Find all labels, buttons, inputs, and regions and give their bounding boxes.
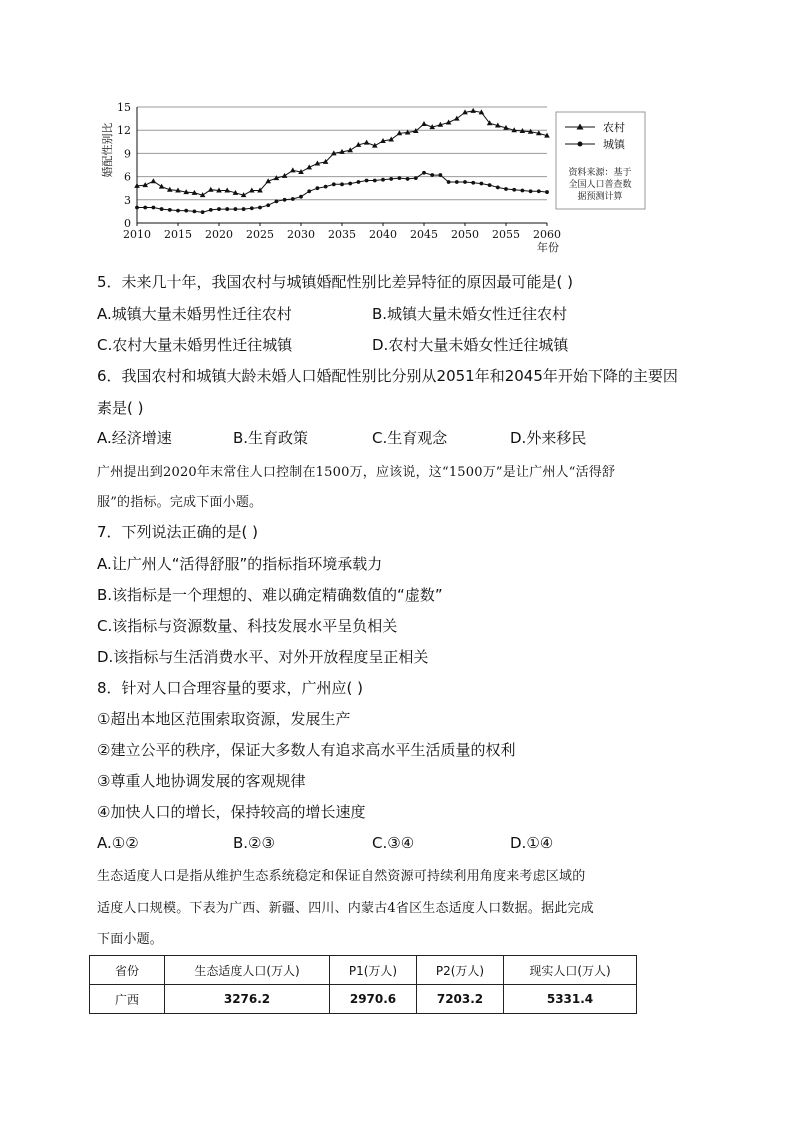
q5-option-b[interactable]: B.城镇大量未婚女性迁往农村 xyxy=(372,305,568,323)
data-point-urban xyxy=(373,179,377,183)
data-point-rural xyxy=(290,167,296,172)
table-header-cell: 现实人口(万人) xyxy=(504,956,637,985)
q8-option-b[interactable]: B.②③ xyxy=(233,834,275,852)
q7-option-a[interactable]: A.让广州人“活得舒服”的指标指环境承载力 xyxy=(97,555,383,573)
data-point-urban xyxy=(201,210,205,214)
data-point-urban xyxy=(332,182,336,186)
data-point-rural xyxy=(388,136,394,141)
data-point-rural xyxy=(159,184,165,189)
table-row xyxy=(90,985,637,1014)
x-tick-label: 2045 xyxy=(410,228,438,241)
q8-item-3: ③尊重人地协调发展的客观规律 xyxy=(97,772,306,790)
table-header-cell: P1(万人) xyxy=(330,956,417,985)
table-cell: 广西 xyxy=(90,985,165,1014)
data-point-urban xyxy=(463,180,467,184)
q5-option-c[interactable]: C.农村大量未婚男性迁往城镇 xyxy=(97,336,293,354)
data-point-urban xyxy=(529,189,533,193)
data-point-urban xyxy=(324,185,328,189)
data-point-urban xyxy=(340,182,344,186)
data-point-urban xyxy=(250,206,254,210)
data-point-rural xyxy=(282,173,288,178)
x-tick-label: 2055 xyxy=(492,228,520,241)
q5-stem: 5．未来几十年，我国农村与城镇婚配性别比差异特征的原因最可能是( ) xyxy=(97,273,574,291)
chart-gridlines xyxy=(137,107,547,223)
data-point-urban xyxy=(258,206,262,210)
data-point-urban xyxy=(455,180,459,184)
source-note-line-3: 据预测计算 xyxy=(577,192,623,202)
data-point-rural xyxy=(208,187,214,192)
y-tick-label: 9 xyxy=(124,147,131,161)
legend-circle-marker xyxy=(578,142,583,147)
q7-stem: 7．下列说法正确的是( ) xyxy=(97,523,259,541)
data-point-rural xyxy=(151,178,157,183)
source-note-line-2: 全国人口普查数 xyxy=(568,180,632,190)
q7-option-b[interactable]: B.该指标是一个理想的、难以确定精确数值的“虚数” xyxy=(97,586,443,604)
x-tick-label: 2015 xyxy=(164,228,192,241)
y-tick-label: 3 xyxy=(124,193,131,207)
table-header-cell: P2(万人) xyxy=(417,956,504,985)
q6-option-c[interactable]: C.生育观念 xyxy=(372,429,448,447)
data-point-urban xyxy=(307,189,311,193)
y-tick-label: 6 xyxy=(124,170,131,184)
data-point-urban xyxy=(242,207,246,211)
q8-item-4: ④加快人口的增长，保持较高的增长速度 xyxy=(97,803,366,821)
data-point-rural xyxy=(470,108,476,113)
data-point-urban xyxy=(480,182,484,186)
data-point-urban xyxy=(234,207,238,211)
legend-label-urban: 城镇 xyxy=(603,138,625,151)
data-point-urban xyxy=(348,182,352,186)
data-point-urban xyxy=(283,198,287,202)
data-point-urban xyxy=(275,199,279,203)
series-line-urban xyxy=(137,173,547,213)
data-point-rural xyxy=(421,121,427,126)
passage-2-line-3: 下面小题。 xyxy=(97,932,164,947)
data-point-urban xyxy=(537,189,541,193)
x-tick-label: 2035 xyxy=(328,228,356,241)
q8-stem: 8．针对人口合理容量的要求，广州应( ) xyxy=(97,679,364,697)
legend-label-rural: 农村 xyxy=(603,121,625,134)
data-point-urban xyxy=(266,203,270,207)
q5-option-a[interactable]: A.城镇大量未婚男性迁往农村 xyxy=(97,305,292,323)
data-point-urban xyxy=(152,206,156,210)
q8-option-c[interactable]: C.③④ xyxy=(372,834,415,852)
q5-option-d[interactable]: D.农村大量未婚女性迁往城镇 xyxy=(372,336,569,354)
data-point-urban xyxy=(168,208,172,212)
passage-2-line-2: 适度人口规模。下表为广西、新疆、四川、内蒙古4省区生态适度人口数据。据此完成 xyxy=(97,901,594,916)
y-axis-label: 婚配性别比 xyxy=(101,122,114,178)
data-point-urban xyxy=(160,207,164,211)
table-cell: 5331.4 xyxy=(504,985,637,1014)
x-tick-label: 2010 xyxy=(123,228,151,241)
data-point-urban xyxy=(176,209,180,213)
table-header-cell: 省份 xyxy=(90,956,165,985)
y-tick-label: 12 xyxy=(117,124,131,138)
q8-option-a[interactable]: A.①② xyxy=(97,834,139,852)
chart-legend xyxy=(556,112,645,209)
data-point-rural xyxy=(364,140,370,145)
table-cell: 7203.2 xyxy=(417,985,504,1014)
data-point-urban xyxy=(217,207,221,211)
x-tick-label: 2025 xyxy=(246,228,274,241)
passage-2-line-1: 生态适度人口是指从维护生态系统稳定和保证自然资源可持续利用角度来考虑区域的 xyxy=(97,869,586,884)
data-point-urban xyxy=(488,183,492,187)
source-note-line-1: 资料来源：基于 xyxy=(568,168,632,178)
table-header-cell: 生态适度人口(万人) xyxy=(165,956,330,985)
table-header-row xyxy=(90,956,637,985)
table-cell: 2970.6 xyxy=(330,985,417,1014)
q6-stem-line-2: 素是( ) xyxy=(97,399,144,417)
data-point-urban xyxy=(184,209,188,213)
data-point-urban xyxy=(447,180,451,184)
data-point-urban xyxy=(389,177,393,181)
chart-axes xyxy=(117,101,561,241)
q8-item-2: ②建立公平的秩序，保证大多数人有追求高水平生活质量的权利 xyxy=(97,741,516,759)
data-point-urban xyxy=(209,208,213,212)
x-tick-label: 2030 xyxy=(287,228,315,241)
y-tick-label: 15 xyxy=(117,101,131,114)
data-point-urban xyxy=(545,190,549,194)
q8-item-1: ①超出本地区范围索取资源，发展生产 xyxy=(97,710,351,728)
x-tick-label: 2040 xyxy=(369,228,397,241)
data-point-urban xyxy=(143,206,147,210)
chart-canvas xyxy=(95,95,655,265)
passage-1-line-1: 广州提出到2020年末常住人口控制在1500万，应该说，这“1500万”是让广州人“活得舒 xyxy=(97,465,616,480)
sex-ratio-chart xyxy=(95,95,655,265)
data-point-urban xyxy=(357,180,361,184)
data-point-urban xyxy=(521,189,525,193)
data-point-urban xyxy=(496,186,500,190)
data-point-urban xyxy=(422,171,426,175)
x-tick-label: 2060 xyxy=(533,228,561,241)
x-axis-label: 年份 xyxy=(537,241,559,254)
data-point-urban xyxy=(365,179,369,183)
q6-stem-line-1: 6．我国农村和城镇大龄未婚人口婚配性别比分别从2051年和2045年开始下降的主要因 xyxy=(97,367,678,385)
data-point-urban xyxy=(504,187,508,191)
data-point-urban xyxy=(291,197,295,201)
q7-option-c[interactable]: C.该指标与资源数量、科技发展水平呈负相关 xyxy=(97,617,398,635)
data-point-urban xyxy=(193,210,197,214)
data-point-urban xyxy=(299,195,303,199)
q6-option-b[interactable]: B.生育政策 xyxy=(233,429,309,447)
data-point-urban xyxy=(398,176,402,180)
q6-option-d[interactable]: D.外来移民 xyxy=(510,429,587,447)
data-point-urban xyxy=(225,207,229,211)
chart-series xyxy=(134,108,550,214)
passage-1-line-2: 服”的指标。完成下面小题。 xyxy=(97,495,263,510)
x-tick-label: 2050 xyxy=(451,228,479,241)
q7-option-d[interactable]: D.该指标与生活消费水平、对外开放程度呈正相关 xyxy=(97,648,429,666)
ecological-population-table xyxy=(89,955,637,1014)
data-point-urban xyxy=(439,173,443,177)
y-tick-label: 0 xyxy=(124,217,131,230)
data-point-urban xyxy=(471,181,475,185)
data-point-urban xyxy=(316,186,320,190)
data-point-urban xyxy=(512,188,516,192)
q6-option-a[interactable]: A.经济增速 xyxy=(97,429,172,447)
data-point-urban xyxy=(430,173,434,177)
data-point-urban xyxy=(381,178,385,182)
q8-option-d[interactable]: D.①④ xyxy=(510,834,554,852)
table-cell: 3276.2 xyxy=(165,985,330,1014)
data-point-urban xyxy=(135,206,139,210)
data-point-urban xyxy=(414,176,418,180)
data-point-rural xyxy=(454,116,460,121)
data-point-rural xyxy=(347,147,353,152)
data-point-urban xyxy=(406,177,410,181)
x-tick-label: 2020 xyxy=(205,228,233,241)
